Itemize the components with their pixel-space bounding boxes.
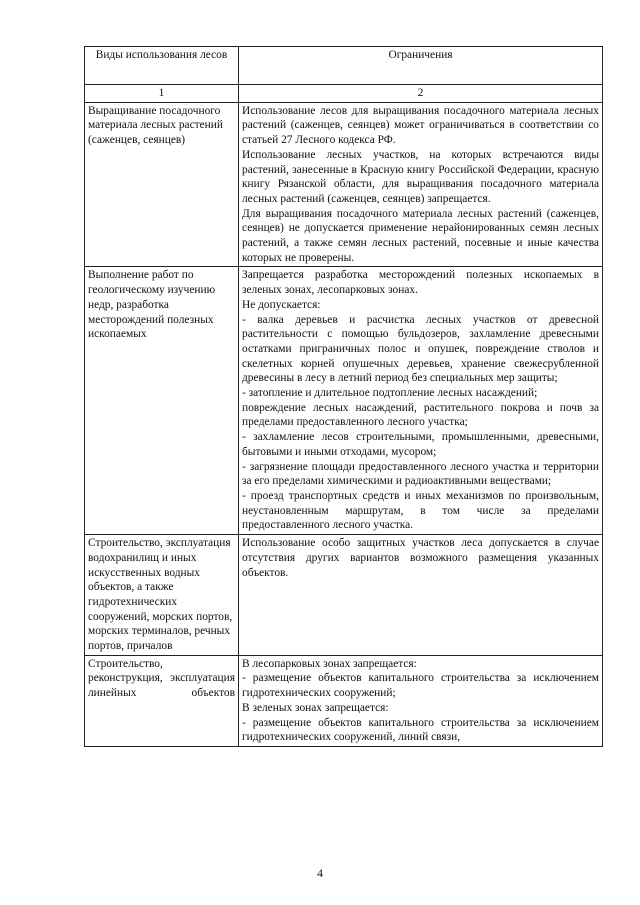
use-text: Строительство, эксплуатация водохранилищ и иных искусственных водных объектов, а также гидротехнических сооружений, морских портов, морских терминалов, речных портов, причалов [88,537,233,653]
limits-cell [239,102,603,267]
limits-cell [239,267,603,535]
table-row [85,102,603,267]
use-text: Выращивание посадочного материала лесных растений (саженцев, сеянцев) [88,104,223,147]
limit-paragraph: Использование лесов для выращивания посадочного материала лесных растений (саженцев, сеянцев) может ограничиваться в соответствии со статьей 27 Лесного кодекса РФ. [242,104,599,147]
limit-paragraph: - загрязнение площади предоставленного лесного участка и территории за его пределами химическими и радиоактивными веществами; [242,460,599,488]
limits-cell [239,535,603,656]
use-cell [85,655,239,746]
limit-paragraph: Использование лесных участков, на которых встречаются виды растений, занесенные в Красную книгу Российской Федерации, красную книгу Рязанской области, для выращивания посадочного материала лесных растений (саженцев, сеянцев) запрещается. [242,148,599,205]
limit-paragraph: повреждение лесных насаждений, растительного покрова и почв за пределами предоставленного лесного участка; [242,401,599,429]
table-row [85,267,603,535]
limit-paragraph: - затопление и длительное подтопление лесных насаждений; [242,387,538,400]
limit-paragraph: В лесопарковых зонах запрещается: [242,657,417,670]
column-number-1: 1 [85,85,239,103]
use-cell [85,267,239,535]
use-text: Строительство, реконструкция, эксплуатация линейных объектов [88,657,235,700]
limit-paragraph: Не допускается: [242,298,321,311]
limit-paragraph: - размещение объектов капитального строительства за исключением гидротехнических сооружений; [242,672,599,700]
column-number-row [85,85,603,103]
restrictions-table [84,46,603,747]
limit-paragraph: В зеленых зонах запрещается: [242,701,389,714]
limits-cell [239,655,603,746]
page-number: 4 [317,866,323,880]
header-uses: Виды использования лесов [85,47,239,85]
limit-paragraph: Для выращивания посадочного материала лесных растений (саженцев, сеянцев) не допускается применение нерайонированных семян лесных растений, а также семян лесных растений, посевные и иные качества которых не проверены. [242,207,599,264]
limit-paragraph: Использование особо защитных участков леса допускается в случае отсутствия других вариантов возможного размещения указанных объектов. [242,537,599,579]
table-row [85,535,603,656]
limit-paragraph: - размещение объектов капитального строительства за исключением гидротехнических сооружений, линий связи, [242,716,599,744]
header-limits: Ограничения [239,47,603,85]
table-row [85,655,603,746]
limit-paragraph: - проезд транспортных средств и иных механизмов по произвольным, неустановленным маршрутам, в том числе за пределами предоставленного лесного участка. [242,489,599,532]
limit-paragraph: - валка деревьев и расчистка лесных участков от древесной растительности с помощью бульдозеров, захламление древесными остатками приграничных полос и опушек, повреждение стволов и скелетных корней опушечных деревьев, хранение свежесрубленной древесины в лесу в летний период без специальных мер защиты; [242,313,599,385]
limit-paragraph: - захламление лесов строительными, промышленными, древесными, бытовыми и иными отходами, мусором; [242,431,599,458]
use-cell [85,102,239,267]
column-number-2: 2 [239,85,603,103]
use-cell [85,535,239,656]
header-row [85,47,603,85]
use-text: Выполнение работ по геологическому изучению недр, разработка месторождений полезных ископаемых [88,269,216,341]
limit-paragraph: Запрещается разработка месторождений полезных ископаемых в зеленых зонах, лесопарковых зонах. [242,269,599,297]
